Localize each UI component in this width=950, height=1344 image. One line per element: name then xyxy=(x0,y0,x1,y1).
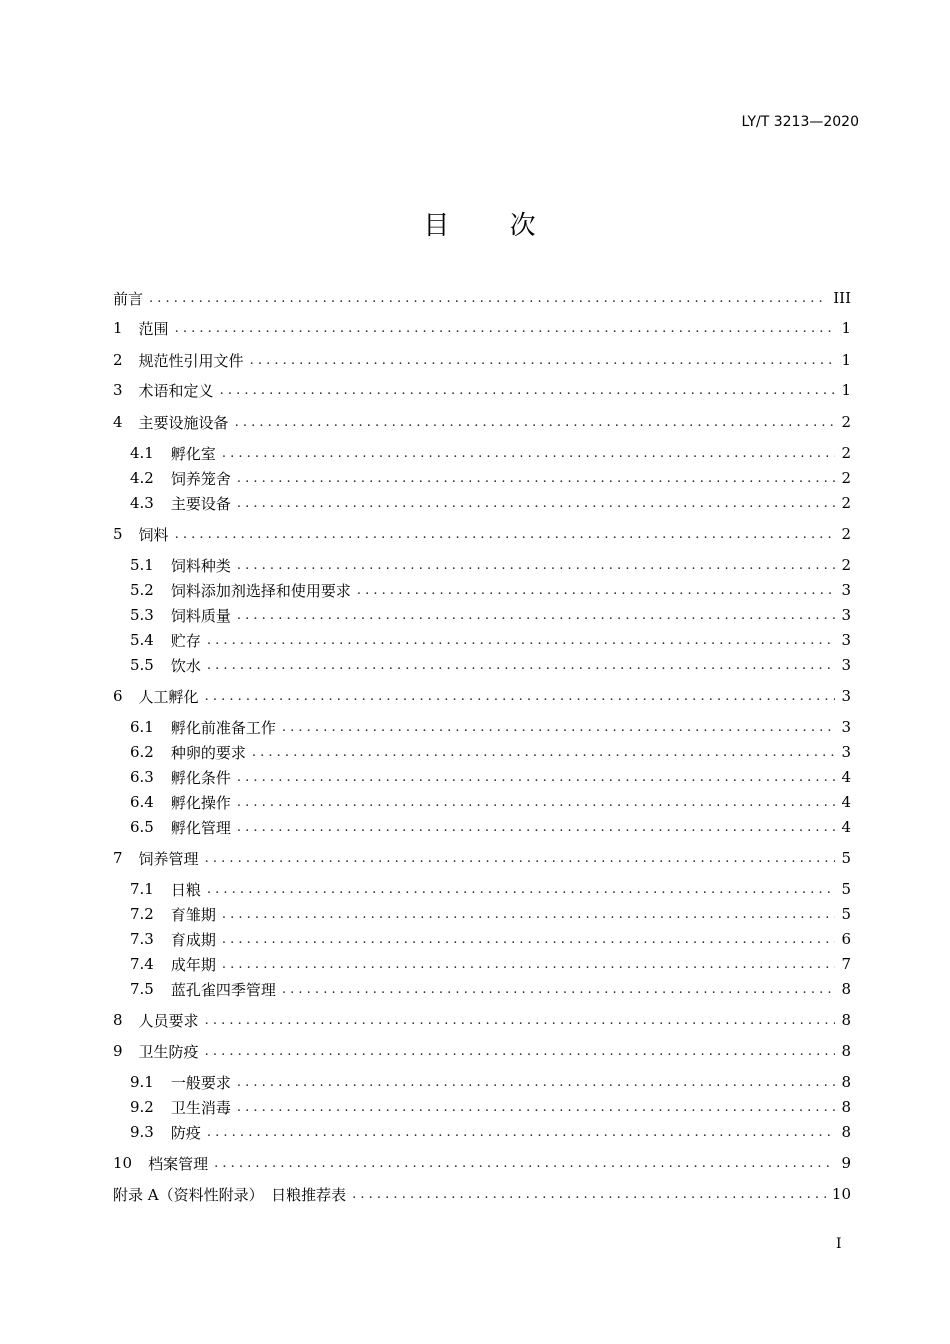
toc-entry-label: 孵化室 xyxy=(170,444,216,463)
dot-leader xyxy=(237,1100,835,1115)
dot-leader xyxy=(207,633,835,648)
toc-entry-label: 卫生防疫 xyxy=(138,1042,199,1061)
toc-entry-label: 育雏期 xyxy=(170,905,216,924)
toc-entry-label: 饲养笼舍 xyxy=(170,469,231,488)
toc-entry[interactable] xyxy=(130,628,851,652)
dot-leader xyxy=(235,415,835,430)
toc-entry[interactable] xyxy=(130,603,851,627)
toc-entry[interactable] xyxy=(130,491,851,515)
dot-leader xyxy=(205,1013,835,1028)
toc-entry-label: 日粮 xyxy=(170,880,201,899)
toc-entry-number: 5 xyxy=(113,525,123,543)
toc-entry-label: 贮存 xyxy=(170,631,201,650)
toc-entry-label: 档案管理 xyxy=(148,1154,209,1173)
toc-entry-label: 育成期 xyxy=(170,930,216,949)
toc-entry[interactable] xyxy=(130,952,851,976)
toc-entry-number: 7.4 xyxy=(130,955,154,973)
toc-entry-page: 2 xyxy=(841,494,851,512)
toc-entry-page: 4 xyxy=(841,793,851,811)
dot-leader xyxy=(222,907,835,922)
dot-leader xyxy=(222,932,835,947)
toc-entry-page: 5 xyxy=(841,880,851,898)
dot-leader xyxy=(205,689,835,704)
toc-entry-label: 蓝孔雀四季管理 xyxy=(170,980,276,999)
toc-entry[interactable] xyxy=(113,1039,851,1063)
toc-entry-number: 6.3 xyxy=(130,768,154,786)
toc-entry-label: 主要设备 xyxy=(170,494,231,513)
toc-entry-label: 孵化条件 xyxy=(170,768,231,787)
toc-entry[interactable] xyxy=(130,740,851,764)
toc-entry-label: 孵化操作 xyxy=(170,793,231,812)
toc-entry-label: 饲料添加剂选择和使用要求 xyxy=(170,581,351,600)
toc-entry[interactable] xyxy=(113,1151,851,1175)
page-number: I xyxy=(836,1236,842,1252)
toc-entry-number: 4.3 xyxy=(130,494,154,512)
toc-entry[interactable] xyxy=(130,1095,851,1119)
dot-leader xyxy=(207,1125,835,1140)
dot-leader xyxy=(237,608,835,623)
toc-entry-label: 孵化管理 xyxy=(170,818,231,837)
dot-leader xyxy=(352,1187,826,1202)
toc-entry-page: 4 xyxy=(841,768,851,786)
toc-entry[interactable] xyxy=(113,316,851,340)
toc-entry-label: 人工孵化 xyxy=(138,687,199,706)
toc-entry[interactable] xyxy=(130,765,851,789)
toc-entry-label: 饲料质量 xyxy=(170,606,231,625)
toc-entry-label: 规范性引用文件 xyxy=(138,351,244,370)
toc-entry-page: 3 xyxy=(841,718,851,736)
dot-leader xyxy=(357,583,835,598)
toc-entry-label: 一般要求 xyxy=(170,1073,231,1092)
toc-entry-label: 饲料种类 xyxy=(170,556,231,575)
toc-entry-page: 3 xyxy=(841,656,851,674)
dot-leader xyxy=(205,851,835,866)
toc-entry-page: 4 xyxy=(841,818,851,836)
toc-entry-label: 附录 A（资料性附录） 日粮推荐表 xyxy=(113,1185,347,1204)
toc-entry-number: 2 xyxy=(113,351,123,369)
toc-entry-label: 卫生消毒 xyxy=(170,1098,231,1117)
toc-entry[interactable] xyxy=(113,1182,851,1206)
toc-entry-label: 范围 xyxy=(138,319,169,338)
toc-entry[interactable] xyxy=(113,410,851,434)
dot-leader xyxy=(252,745,835,760)
toc-entry[interactable] xyxy=(113,286,851,310)
toc-entry[interactable] xyxy=(130,877,851,901)
toc-entry-number: 10 xyxy=(113,1154,133,1172)
toc-entry[interactable] xyxy=(130,653,851,677)
toc-entry-number: 4.1 xyxy=(130,444,154,462)
toc-entry-number: 6.5 xyxy=(130,818,154,836)
dot-leader xyxy=(149,291,827,306)
toc-entry-page: 1 xyxy=(841,381,851,399)
toc-entry-page: 10 xyxy=(831,1185,851,1203)
toc-entry-page: 3 xyxy=(841,687,851,705)
toc-entry[interactable] xyxy=(130,1120,851,1144)
toc-entry-label: 孵化前准备工作 xyxy=(170,718,276,737)
toc-entry-number: 5.2 xyxy=(130,581,154,599)
toc-entry-page: III xyxy=(833,289,851,307)
toc-entry-number: 1 xyxy=(113,319,123,337)
dot-leader xyxy=(250,353,835,368)
dot-leader xyxy=(237,496,835,511)
toc-entry-page: 5 xyxy=(841,849,851,867)
toc-entry-page: 3 xyxy=(841,743,851,761)
toc-entry-label: 人员要求 xyxy=(138,1011,199,1030)
toc-entry-number: 3 xyxy=(113,381,123,399)
page-title: 目 次 xyxy=(423,211,562,241)
toc-entry-number: 6.4 xyxy=(130,793,154,811)
toc-entry-page: 5 xyxy=(841,905,851,923)
toc-entry-label: 饲养管理 xyxy=(138,849,199,868)
toc-entry-page: 2 xyxy=(841,444,851,462)
toc-entry-label: 防疫 xyxy=(170,1123,201,1142)
dot-leader xyxy=(175,321,835,336)
dot-leader xyxy=(237,820,835,835)
dot-leader xyxy=(205,1044,835,1059)
toc-entry-page: 3 xyxy=(841,581,851,599)
toc-entry-number: 7.2 xyxy=(130,905,154,923)
toc-entry[interactable] xyxy=(113,846,851,870)
toc-entry[interactable] xyxy=(130,902,851,926)
dot-leader xyxy=(222,446,835,461)
toc-entry-number: 9.2 xyxy=(130,1098,154,1116)
toc-entry-page: 7 xyxy=(841,955,851,973)
toc-entry-page: 2 xyxy=(841,525,851,543)
toc-entry-number: 9.1 xyxy=(130,1073,154,1091)
dot-leader xyxy=(220,383,835,398)
toc-entry[interactable] xyxy=(130,927,851,951)
toc-entry[interactable] xyxy=(130,977,851,1001)
standard-code: LY/T 3213—2020 xyxy=(741,114,859,130)
toc-entry-number: 8 xyxy=(113,1011,123,1029)
dot-leader xyxy=(237,558,835,573)
toc-entry-label: 前言 xyxy=(113,289,144,308)
toc-entry-number: 5.3 xyxy=(130,606,154,624)
toc-entry-number: 5.4 xyxy=(130,631,154,649)
toc-entry-page: 6 xyxy=(841,930,851,948)
toc-entry[interactable] xyxy=(130,790,851,814)
toc-entry-label: 饲料 xyxy=(138,525,169,544)
toc-entry-number: 7.3 xyxy=(130,930,154,948)
toc-entry[interactable] xyxy=(130,553,851,577)
dot-leader xyxy=(282,720,835,735)
dot-leader xyxy=(207,882,835,897)
dot-leader xyxy=(214,1156,835,1171)
toc-entry-number: 9 xyxy=(113,1042,123,1060)
toc-entry-page: 8 xyxy=(841,980,851,998)
toc-entry-number: 9.3 xyxy=(130,1123,154,1141)
toc-entry[interactable] xyxy=(130,815,851,839)
toc-entry-page: 2 xyxy=(841,413,851,431)
toc-entry-number: 6.2 xyxy=(130,743,154,761)
toc-entry[interactable] xyxy=(113,522,851,546)
toc-entry-page: 8 xyxy=(841,1011,851,1029)
toc-entry[interactable] xyxy=(113,348,851,372)
toc-entry-label: 饮水 xyxy=(170,656,201,675)
toc-entry-number: 6.1 xyxy=(130,718,154,736)
dot-leader xyxy=(207,658,835,673)
toc-entry-number: 5.5 xyxy=(130,656,154,674)
toc-entry-page: 2 xyxy=(841,556,851,574)
toc-entry-page: 1 xyxy=(841,319,851,337)
toc-entry-page: 9 xyxy=(841,1154,851,1172)
toc-entry-page: 8 xyxy=(841,1073,851,1091)
toc-entry-number: 7 xyxy=(113,849,123,867)
toc-entry-label: 术语和定义 xyxy=(138,381,214,400)
toc-entry-page: 2 xyxy=(841,469,851,487)
toc-entry-label: 种卵的要求 xyxy=(170,743,246,762)
toc-entry-label: 成年期 xyxy=(170,955,216,974)
dot-leader xyxy=(237,471,835,486)
dot-leader xyxy=(237,770,835,785)
dot-leader xyxy=(237,795,835,810)
toc-entry[interactable] xyxy=(130,1070,851,1094)
toc-entry[interactable] xyxy=(113,684,851,708)
dot-leader xyxy=(237,1075,835,1090)
toc-entry-page: 8 xyxy=(841,1098,851,1116)
toc-entry[interactable] xyxy=(130,466,851,490)
toc-entry-page: 8 xyxy=(841,1042,851,1060)
toc-entry[interactable] xyxy=(113,378,851,402)
toc-entry-page: 3 xyxy=(841,631,851,649)
toc-entry-number: 4.2 xyxy=(130,469,154,487)
dot-leader xyxy=(175,527,835,542)
toc-entry-number: 7.1 xyxy=(130,880,154,898)
dot-leader xyxy=(222,957,835,972)
toc-entry-page: 1 xyxy=(841,351,851,369)
toc-entry-number: 7.5 xyxy=(130,980,154,998)
dot-leader xyxy=(282,982,835,997)
toc-entry[interactable] xyxy=(113,1008,851,1032)
toc-entry-number: 6 xyxy=(113,687,123,705)
toc-entry-page: 3 xyxy=(841,606,851,624)
toc-entry-page: 8 xyxy=(841,1123,851,1141)
toc-entry[interactable] xyxy=(130,578,851,602)
toc-entry-number: 5.1 xyxy=(130,556,154,574)
toc-entry[interactable] xyxy=(130,441,851,465)
toc-entry-number: 4 xyxy=(113,413,123,431)
toc-entry-label: 主要设施设备 xyxy=(138,413,229,432)
toc-entry[interactable] xyxy=(130,715,851,739)
